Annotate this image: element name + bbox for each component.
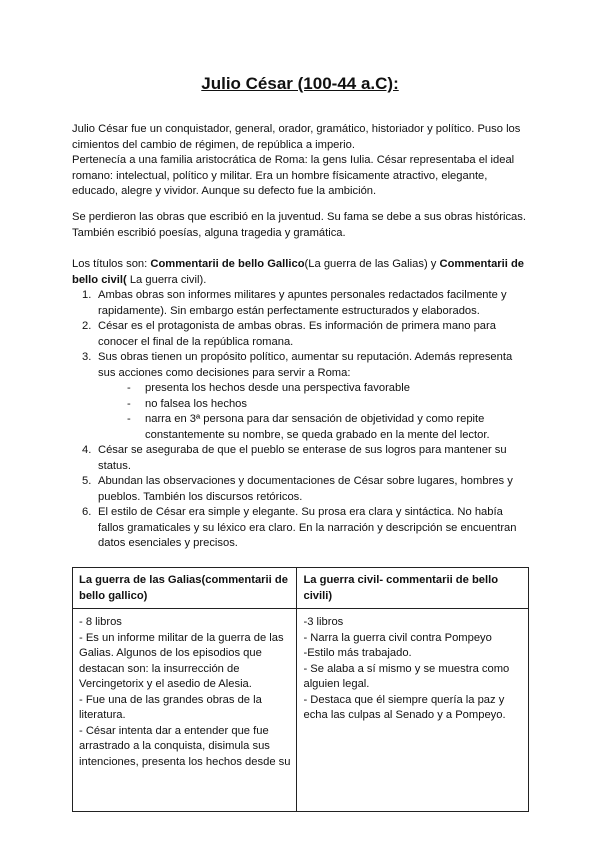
table-header-gallico [73,568,297,609]
list-item-number: 2. [82,320,92,332]
comparison-table [72,567,529,812]
list-item-text: César es el protagonista de ambas obras. Es información de primera mano para [98,320,496,332]
sub-bullet-dash: - [127,382,131,394]
cell-line: -3 libros [303,616,344,628]
sub-item-text: narra en 3ª persona para dar sensación de objetividad y como repite [145,413,485,425]
cell-line: - César intenta dar a entender que fue [79,724,269,737]
list-item-number: 3. [82,351,92,363]
cell-line: arrastrado a la conquista, disimula sus [79,740,270,752]
text-line: cimientos del cambio de régimen, de república a imperio. [72,138,355,151]
cell-line: La guerra de las Galias(commentarii de [79,574,288,586]
cell-line: Vercingetorix y el asedio de Alesia. [79,678,252,690]
list-item-number: 6. [82,506,92,518]
list-item-text: rapidamente). Sin embargo están perfectamente estructurados y elaborados. [98,304,480,317]
cell-line: alguien legal. [303,678,370,690]
titles-line-2 [72,273,206,289]
table-header-civili [297,568,529,609]
cell-line: - 8 libros [79,616,122,628]
list-item-text: conocer el final de la república romana. [98,335,294,348]
list-item-text: status. [98,459,131,472]
cell-line: - Destaca que él siempre quería la paz y [303,693,505,706]
cell-line: - Es un informe militar de la guerra de las [79,631,284,644]
cell-line: - Narra la guerra civil contra Pompeyo [303,631,492,644]
list-item-number: 1. [82,289,92,301]
work2-note: La guerra civil). [126,273,207,286]
work2-title-part1: Commentarii de [439,258,525,270]
list-item-text: Ambas obras son informes militares y apuntes personales redactados facilmente y [98,289,507,301]
table-cell-gallico [73,609,297,812]
text-line: Se perdieron las obras que escribió en la juventud. Su fama se debe a sus obras históricas. [72,211,526,223]
cell-line: -Estilo más trabajado. [303,647,412,659]
work1-title: Commentarii de bello Gallico [150,258,305,270]
cell-line: bello gallico) [79,589,148,602]
cell-line: intenciones, presenta los hechos desde su [79,755,291,768]
titles-line-1 [72,257,524,273]
text-line: romano: intelectual, político y militar. Era un hombre físicamente atractivo, elegante, [72,169,488,182]
cell-line: echa las culpas al Senado y a Pompeyo. [303,709,506,721]
sub-bullet-dash: - [127,413,131,425]
list-item-text: César se aseguraba de que el pueblo se enterase de sus logros para mantener su [98,444,507,456]
cell-line: civili) [303,589,333,602]
sub-item-text: presenta los hechos desde una perspectiva favorable [145,382,410,394]
list-item-text: datos esenciales y precisos. [98,537,238,549]
cell-line: literatura. [79,709,126,721]
table-cell-civili [297,609,529,812]
work1-note: (La guerra de las Galias) y [304,258,440,270]
text-line: Julio César fue un conquistador, general, orador, gramático, historiador y político. Puso los [72,123,521,135]
table-header-row [73,568,529,609]
text-line: También escribió poesías, alguna tragedia y gramática. [72,226,346,239]
list-item-text: El estilo de César era simple y elegante. Su prosa era clara y sintáctica. No había [98,506,503,518]
text-line: Pertenecía a una familia aristocrática de Roma: la gens Iulia. César representaba el ideal [72,154,515,166]
list-item-text: Sus obras tienen un propósito político, aumentar su reputación. Además representa [98,351,513,363]
list-item-number: 4. [82,444,92,456]
sub-item-text: constantemente su nombre, se queda grabado en la mente del lector. [145,428,490,441]
text-line: educado, alegre y vividor. Aunque su defecto fue la ambición. [72,185,377,197]
list-item-text: sus acciones como decisiones para servir a Roma: [98,366,351,379]
list-item-number: 5. [82,475,92,487]
document-title: Julio César (100-44 a.C): [201,74,399,93]
list-item-text: Abundan las observaciones y documentaciones de César sobre lugares, hombres y [98,475,513,487]
titles-prefix: Los títulos son: [72,258,151,270]
work2-title-part2: bello civil( [72,273,127,286]
cell-line: - Se alaba a sí mismo y se muestra como [303,662,510,675]
list-item-text: pueblos. También los discursos retóricos. [98,490,303,503]
sub-bullet-dash: - [127,397,131,410]
cell-line: La guerra civil- commentarii de bello [303,574,499,586]
cell-line: Galias. Algunos de los episodios que [79,647,262,659]
table-row [73,609,529,812]
sub-item-text: no falsea los hechos [145,397,247,410]
cell-line: destacan son: la insurrección de [79,662,240,675]
cell-line: - Fue una de las grandes obras de la [79,693,262,706]
list-item-text: fallos gramaticales y su léxico era claro. En la narración y descripción se encuentran [98,521,517,534]
